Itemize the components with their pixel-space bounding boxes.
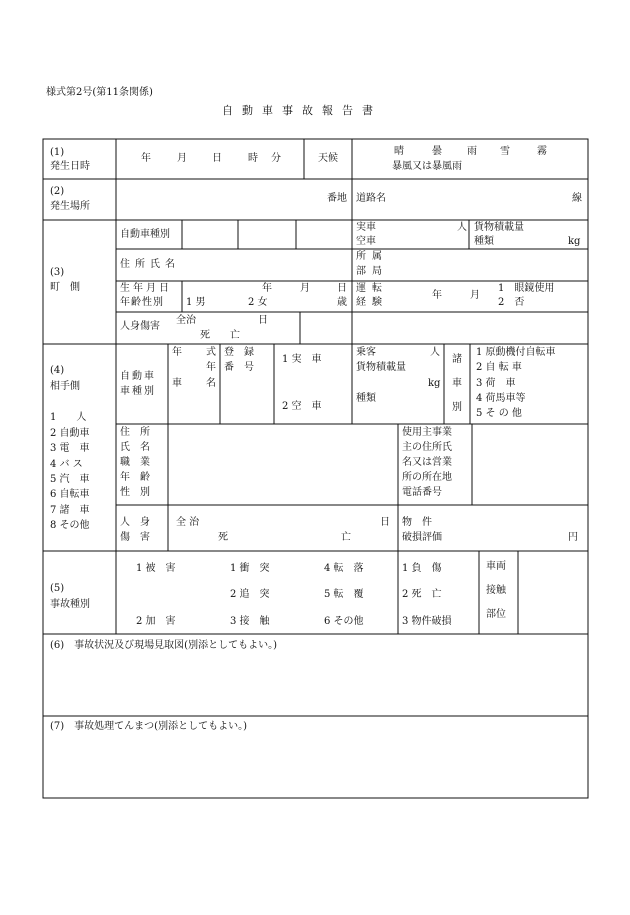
s4-injury-1: 人 身: [120, 517, 150, 528]
person-field-sex: 性 別: [120, 487, 150, 498]
kg-unit: kg: [568, 236, 581, 247]
weather-cloudy: 曇: [432, 146, 442, 157]
weather-fog: 霧: [537, 146, 547, 157]
s4-loaded: 1 実 車: [282, 354, 322, 365]
glasses-no: 2 否: [498, 297, 525, 308]
experience-year: 年: [432, 290, 442, 301]
weather-snow: 雪: [500, 146, 510, 157]
type-contact: 3 接 触: [230, 616, 270, 627]
type-collision: 1 衝 突: [230, 563, 270, 574]
contact-label-3: 部位: [486, 609, 506, 620]
employer-line-1: 使用主事業: [402, 427, 452, 438]
person-field-age: 年 齢: [120, 472, 150, 483]
type-other: 6 その他: [324, 616, 364, 627]
model-year-nen-2: 年: [206, 362, 216, 373]
s4-injury-2: 傷 害: [120, 532, 150, 543]
employer-line-4: 所の所在地: [402, 472, 452, 483]
banchi-label: 番地: [327, 193, 347, 204]
other-kind-6: 6 自転車: [50, 489, 90, 500]
driving-label-2: 経験: [356, 297, 388, 308]
person-unit: 人: [457, 222, 467, 233]
s1-minute: 分: [271, 153, 281, 164]
s5-label: 事故種別: [50, 599, 90, 610]
other-kind-1: 1 人: [50, 412, 87, 423]
empty-label: 空車: [356, 236, 376, 247]
misc-vehicle-1: 1 原動機付自転車: [476, 347, 556, 358]
cargo-qty-label: 貨物積載量: [474, 222, 524, 233]
registration-label-2: 番 号: [224, 362, 254, 373]
form-number: 様式第2号(第11条関係): [46, 87, 153, 98]
other-kind-3: 3 電 車: [50, 443, 90, 454]
birth-date-label: 生年月日: [120, 283, 172, 294]
s7-label: (7) 事故処理てんまつ(別添としてもよい。): [50, 721, 247, 732]
s4-injury-day: 日: [380, 517, 390, 528]
s2-number: (2): [50, 186, 65, 197]
page-title: 自動車事故報告書: [222, 104, 382, 117]
s3-label: 町 側: [50, 282, 80, 293]
loaded-label: 実車: [356, 222, 376, 233]
s4-death: 死: [218, 532, 228, 543]
road-name-label: 道路名: [356, 193, 386, 204]
s6-label: (6) 事故状況及び現場見取図(別添としてもよい。): [50, 640, 277, 651]
registration-label-1: 登 録: [224, 347, 254, 358]
yen-unit: 円: [568, 532, 578, 543]
affiliation-label-2: 部局: [356, 266, 388, 277]
affiliation-label-1: 所属: [356, 251, 388, 262]
s4-empty: 2 空 車: [282, 401, 322, 412]
s4-number: (4): [50, 365, 65, 376]
person-field-name: 氏 名: [120, 442, 150, 453]
employer-line-5: 電話番号: [402, 487, 442, 498]
female-option: 2 女: [248, 297, 268, 308]
birth-day: 日: [337, 283, 347, 294]
weather-rain: 雨: [467, 146, 477, 157]
model-year-shiki: 式: [206, 347, 216, 358]
s4-person-unit: 人: [430, 347, 440, 358]
injury-label: 人身傷害: [120, 321, 160, 332]
shosha-label-3: 別: [452, 402, 462, 413]
employer-line-3: 名又は営業: [402, 457, 452, 468]
result-injury: 1 負 傷: [402, 563, 442, 574]
s2-label: 発生場所: [50, 201, 90, 212]
s4-label: 相手側: [50, 381, 80, 392]
s4-kg-unit: kg: [428, 378, 441, 389]
s1-month: 月: [177, 153, 187, 164]
contact-label-2: 接触: [486, 585, 506, 596]
property-label-2: 破損評価: [402, 532, 442, 543]
contact-label-1: 車両: [486, 561, 506, 572]
weather-label: 天候: [318, 153, 338, 164]
s1-number: (1): [50, 147, 65, 158]
car-name-mei: 名: [206, 378, 216, 389]
misc-vehicle-3: 3 荷 車: [476, 378, 516, 389]
cargo-type-label: 種類: [474, 236, 494, 247]
misc-vehicle-2: 2 自 転 車: [476, 362, 522, 373]
weather-storm: 暴風又は暴風雨: [392, 161, 462, 172]
shosha-label-2: 車: [452, 378, 462, 389]
result-death: 2 死 亡: [402, 589, 442, 600]
male-option: 1 男: [186, 297, 206, 308]
result-property: 3 物件破損: [402, 616, 452, 627]
line-label: 線: [572, 193, 582, 204]
s1-day: 日: [212, 153, 222, 164]
s4-cargo-type: 種類: [356, 393, 376, 404]
s3-number: (3): [50, 267, 65, 278]
glasses-use: 1 眼鏡使用: [498, 283, 555, 294]
other-kind-8: 8 その他: [50, 520, 90, 531]
person-field-address: 住 所: [120, 427, 150, 438]
address-name-label: 住所氏名: [120, 259, 180, 270]
age-unit: 歳: [337, 297, 347, 308]
victim-option: 1 被 害: [136, 563, 176, 574]
birth-month: 月: [300, 283, 310, 294]
type-overturn: 5 転 覆: [324, 589, 364, 600]
s1-label: 発生日時: [50, 161, 90, 172]
birth-year: 年: [262, 283, 272, 294]
s4-vehicle-type-2: 車種別: [120, 386, 156, 397]
weather-sunny: 晴: [394, 146, 404, 157]
s4-passengers: 乗客: [356, 347, 376, 358]
s4-death-2: 亡: [341, 532, 351, 543]
vehicle-type-label: 自動車種別: [120, 229, 170, 240]
s4-recovery: 全 治: [176, 517, 200, 528]
type-rear-end: 2 追 突: [230, 589, 270, 600]
misc-vehicle-5: 5 そ の 他: [476, 408, 522, 419]
misc-vehicle-4: 4 荷馬車等: [476, 393, 526, 404]
person-field-job: 職 業: [120, 457, 150, 468]
shosha-label-1: 諸: [452, 354, 462, 365]
recovery-label: 全治: [176, 315, 196, 326]
death-label: 死 亡: [200, 330, 240, 341]
driving-label-1: 運転: [356, 283, 388, 294]
employer-line-2: 主の住所氏: [402, 442, 452, 453]
s4-cargo-qty: 貨物積載量: [356, 362, 406, 373]
offender-option: 2 加 害: [136, 616, 176, 627]
other-kind-2: 2 自動車: [50, 428, 90, 439]
injury-day-unit: 日: [258, 315, 268, 326]
s5-number: (5): [50, 583, 65, 594]
s1-hour: 時: [248, 153, 258, 164]
other-kind-7: 7 諸 車: [50, 505, 90, 516]
car-name-sha: 車: [172, 378, 182, 389]
model-year-nen: 年: [172, 347, 182, 358]
property-label-1: 物 件: [402, 517, 432, 528]
other-kind-4: 4 バ ス: [50, 459, 83, 470]
s4-vehicle-type-1: 自動車: [120, 371, 156, 382]
type-fall: 4 転 落: [324, 563, 364, 574]
experience-month: 月: [470, 290, 480, 301]
s1-year: 年: [141, 153, 151, 164]
other-kind-5: 5 汽 車: [50, 474, 90, 485]
age-sex-label: 年齢性別: [120, 297, 164, 308]
